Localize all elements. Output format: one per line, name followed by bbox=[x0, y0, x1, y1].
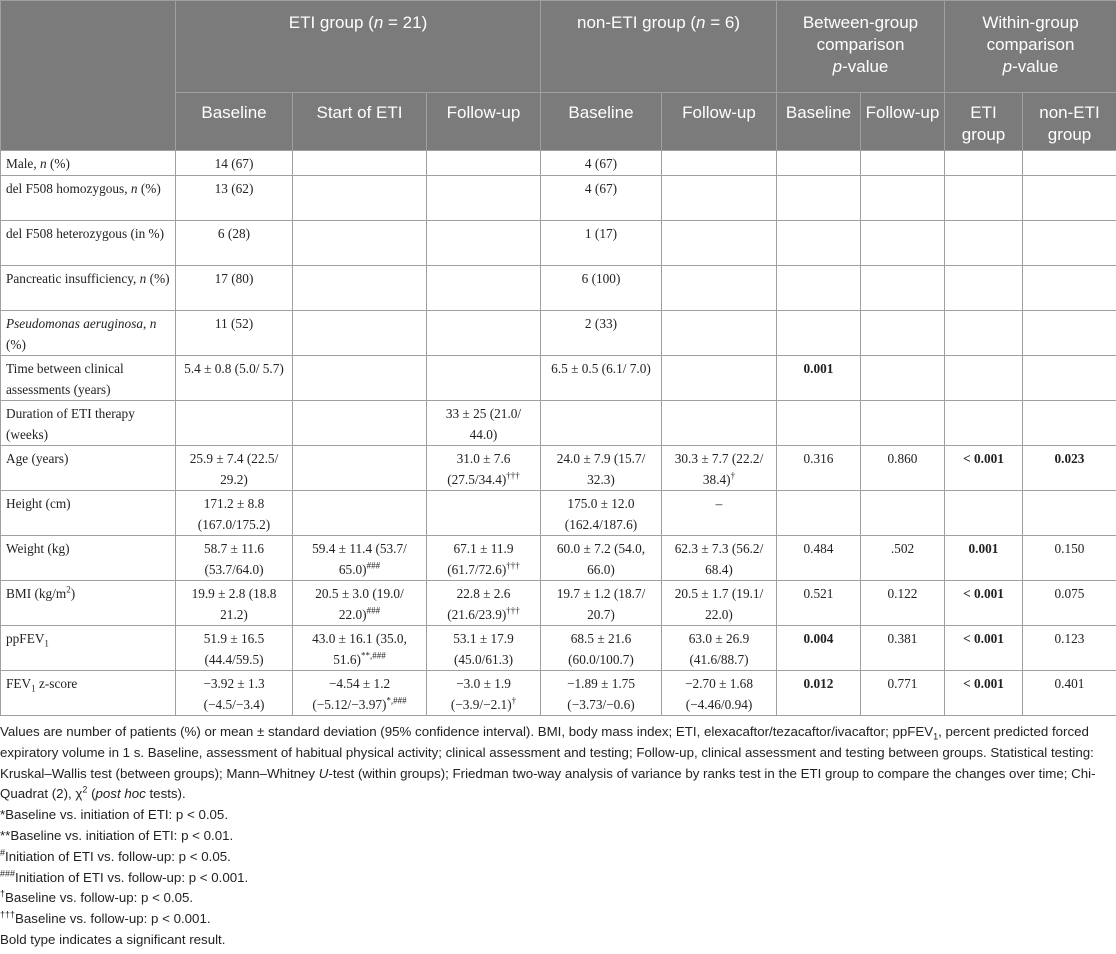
row-label: del F508 heterozygous (in %) bbox=[1, 221, 176, 266]
cell-p-between-follow-up: 0.860 bbox=[861, 446, 945, 491]
footnote-hash: #Initiation of ETI vs. follow-up: p < 0.05. bbox=[0, 847, 231, 864]
cell-p-between-baseline: 0.012 bbox=[777, 671, 861, 716]
table-row bbox=[1, 626, 1116, 671]
table-row bbox=[1, 446, 1116, 491]
header-empty-cell bbox=[1, 1, 176, 151]
cell-non-eti-follow-up: 20.5 ± 1.7 (19.1/ 22.0) bbox=[662, 581, 777, 626]
header-within-group: Within-group comparison p-value bbox=[945, 1, 1116, 93]
cell-non-eti-baseline: 1 (17) bbox=[541, 221, 662, 266]
cell-p-within-eti: < 0.001 bbox=[945, 626, 1023, 671]
cell-eti-start: 20.5 ± 3.0 (19.0/ 22.0)### bbox=[293, 581, 427, 626]
cell-eti-follow-up: 33 ± 25 (21.0/ 44.0) bbox=[427, 401, 541, 446]
cell-non-eti-baseline: 175.0 ± 12.0 (162.4/187.6) bbox=[541, 491, 662, 536]
row-label: BMI $(kg/m^2)$ bbox=[1, 581, 176, 626]
footnote-bold-note: Bold type indicates a significant result. bbox=[0, 931, 226, 947]
cell-eti-baseline: 25.9 ± 7.4 (22.5/ 29.2) bbox=[176, 446, 293, 491]
cell-p-between-baseline: 0.316 bbox=[777, 446, 861, 491]
cell-non-eti-baseline: 2 (33) bbox=[541, 311, 662, 356]
cell-eti-baseline: 17 (80) bbox=[176, 266, 293, 311]
cell-eti-baseline: 14 (67) bbox=[176, 151, 293, 176]
row-label: Weight (kg) bbox=[1, 536, 176, 581]
table-row bbox=[1, 491, 1116, 536]
header-non-eti-group: non-ETI group (n = 6) bbox=[541, 1, 777, 93]
cell-non-eti-baseline: 24.0 ± 7.9 (15.7/ 32.3) bbox=[541, 446, 662, 491]
cell-eti-start: 59.4 ± 11.4 (53.7/ 65.0)### bbox=[293, 536, 427, 581]
table-row bbox=[1, 671, 1116, 716]
row-label: $FEV_1$ z-score bbox=[1, 671, 176, 716]
cell-non-eti-baseline: 4 (67) bbox=[541, 151, 662, 176]
cell-eti-baseline: 5.4 ± 0.8 (5.0/ 5.7) bbox=[176, 356, 293, 401]
cell-eti-baseline: 51.9 ± 16.5 (44.4/59.5) bbox=[176, 626, 293, 671]
cell-non-eti-baseline: 19.7 ± 1.2 (18.7/ 20.7) bbox=[541, 581, 662, 626]
cell-p-between-follow-up: .502 bbox=[861, 536, 945, 581]
subheader-within-non-eti: non-ETI group bbox=[1023, 93, 1116, 151]
row-label: Age (years) bbox=[1, 446, 176, 491]
cell-non-eti-baseline: 6 (100) bbox=[541, 266, 662, 311]
row-label: Height (cm) bbox=[1, 491, 176, 536]
cell-non-eti-follow-up: 62.3 ± 7.3 (56.2/ 68.4) bbox=[662, 536, 777, 581]
table-row bbox=[1, 311, 1116, 356]
cell-p-within-non-eti: 0.023 bbox=[1023, 446, 1116, 491]
cell-p-between-follow-up: 0.122 bbox=[861, 581, 945, 626]
cell-p-between-baseline: 0.521 bbox=[777, 581, 861, 626]
cell-eti-baseline: 11 (52) bbox=[176, 311, 293, 356]
row-label: ppFEV$_1$ bbox=[1, 626, 176, 671]
cell-eti-start: −4.54 ± 1.2 (−5.12/−3.97)*,### bbox=[293, 671, 427, 716]
table-row bbox=[1, 151, 1116, 176]
cell-p-within-eti: < 0.001 bbox=[945, 446, 1023, 491]
cell-p-between-follow-up: 0.381 bbox=[861, 626, 945, 671]
table-row bbox=[1, 176, 1116, 221]
cell-non-eti-baseline: −1.89 ± 1.75 (−3.73/−0.6) bbox=[541, 671, 662, 716]
row-label: Pancreatic insufficiency, n (%) bbox=[1, 266, 176, 311]
subheader-between-baseline: Baseline bbox=[777, 93, 861, 151]
cell-non-eti-follow-up: 63.0 ± 26.9 (41.6/88.7) bbox=[662, 626, 777, 671]
table-row bbox=[1, 221, 1116, 266]
table-row bbox=[1, 536, 1116, 581]
cell-p-between-follow-up: 0.771 bbox=[861, 671, 945, 716]
cell-non-eti-baseline: 60.0 ± 7.2 (54.0, 66.0) bbox=[541, 536, 662, 581]
cell-p-within-eti: 0.001 bbox=[945, 536, 1023, 581]
footnote-main: Values are number of patients (%) or mean ± standard deviation (95% confidence interval). BMI, body mass index; ETI, elexacaftor/tezacaftor/ivacaftor; ppFEV$_1$, percent predicted forced expiratory volume in 1 s. Baseline, assessment of habitual physical activity; clinical assessment and testing; Follow-up, clinical assessment and testing between groups. Statistical testing: Kruskal–Wallis test (between groups); Mann–Whitney U-test (within groups); Friedman two-way analysis of variance by ranks test in the ETI group to compare the changes over time; Chi-Quadrat (2), $\chi^2$ (post hoc tests). bbox=[0, 724, 1096, 802]
table-row bbox=[1, 266, 1116, 311]
subheader-within-eti: ETI group bbox=[945, 93, 1023, 151]
cell-p-within-non-eti: 0.123 bbox=[1023, 626, 1116, 671]
cell-eti-follow-up: 22.8 ± 2.6 (21.6/23.9)††† bbox=[427, 581, 541, 626]
footnote-triple-hash: ###Initiation of ETI vs. follow-up: p < 0.001. bbox=[0, 868, 249, 885]
footnote-dagger: †Baseline vs. follow-up: p < 0.05. bbox=[0, 888, 194, 906]
cell-p-between-baseline: 0.001 bbox=[777, 356, 861, 401]
cell-p-within-non-eti: 0.075 bbox=[1023, 581, 1116, 626]
cell-eti-baseline: 13 (62) bbox=[176, 176, 293, 221]
table-row bbox=[1, 401, 1116, 446]
cell-non-eti-baseline: 4 (67) bbox=[541, 176, 662, 221]
cell-eti-follow-up: 67.1 ± 11.9 (61.7/72.6)††† bbox=[427, 536, 541, 581]
cell-p-within-eti: < 0.001 bbox=[945, 671, 1023, 716]
cell-p-within-eti: < 0.001 bbox=[945, 581, 1023, 626]
cell-eti-baseline: 171.2 ± 8.8 (167.0/175.2) bbox=[176, 491, 293, 536]
cell-eti-follow-up: 53.1 ± 17.9 (45.0/61.3) bbox=[427, 626, 541, 671]
cell-non-eti-follow-up: −2.70 ± 1.68 (−4.46/0.94) bbox=[662, 671, 777, 716]
table-row bbox=[1, 356, 1116, 401]
cell-non-eti-follow-up: – bbox=[662, 491, 777, 536]
row-label: del F508 homozygous, n (%) bbox=[1, 176, 176, 221]
table-footnotes bbox=[0, 722, 1110, 951]
cell-eti-follow-up: −3.0 ± 1.9 (−3.9/−2.1)† bbox=[427, 671, 541, 716]
cell-eti-baseline: 6 (28) bbox=[176, 221, 293, 266]
row-label: Time between clinical assessments (years) bbox=[1, 356, 176, 401]
row-label: Duration of ETI therapy (weeks) bbox=[1, 401, 176, 446]
cell-p-within-non-eti: 0.150 bbox=[1023, 536, 1116, 581]
cell-eti-start: 43.0 ± 16.1 (35.0, 51.6)**,### bbox=[293, 626, 427, 671]
table-row bbox=[1, 581, 1116, 626]
subheader-non-eti-baseline: Baseline bbox=[541, 93, 662, 151]
footnote-double-asterisk: **Baseline vs. initiation of ETI: p < 0.01. bbox=[0, 827, 234, 843]
cell-eti-follow-up: 31.0 ± 7.6 (27.5/34.4)††† bbox=[427, 446, 541, 491]
subheader-non-eti-follow-up: Follow-up bbox=[662, 93, 777, 151]
subheader-eti-follow-up: Follow-up bbox=[427, 93, 541, 151]
cell-eti-baseline: 58.7 ± 11.6 (53.7/64.0) bbox=[176, 536, 293, 581]
cell-p-between-baseline: 0.484 bbox=[777, 536, 861, 581]
cell-eti-baseline: −3.92 ± 1.3 (−4.5/−3.4) bbox=[176, 671, 293, 716]
subheader-eti-start: Start of ETI bbox=[293, 93, 427, 151]
row-label: Pseudomonas aeruginosa, n (%) bbox=[1, 311, 176, 356]
header-between-group: Between-group comparison p-value bbox=[777, 1, 945, 93]
cell-p-within-non-eti: 0.401 bbox=[1023, 671, 1116, 716]
row-label: Male, n (%) bbox=[1, 151, 176, 176]
subheader-eti-baseline: Baseline bbox=[176, 93, 293, 151]
cell-non-eti-follow-up: 30.3 ± 7.7 (22.2/ 38.4)† bbox=[662, 446, 777, 491]
subheader-between-follow-up: Follow-up bbox=[861, 93, 945, 151]
footnote-triple-dagger: †††Baseline vs. follow-up: p < 0.001. bbox=[0, 909, 211, 927]
cell-non-eti-baseline: 6.5 ± 0.5 (6.1/ 7.0) bbox=[541, 356, 662, 401]
footnote-single-asterisk: *Baseline vs. initiation of ETI: p < 0.05. bbox=[0, 807, 229, 823]
header-eti-group: ETI group (n = 21) bbox=[176, 1, 541, 93]
cell-eti-baseline: 19.9 ± 2.8 (18.8 21.2) bbox=[176, 581, 293, 626]
cell-p-between-baseline: 0.004 bbox=[777, 626, 861, 671]
cell-non-eti-baseline: 68.5 ± 21.6 (60.0/100.7) bbox=[541, 626, 662, 671]
